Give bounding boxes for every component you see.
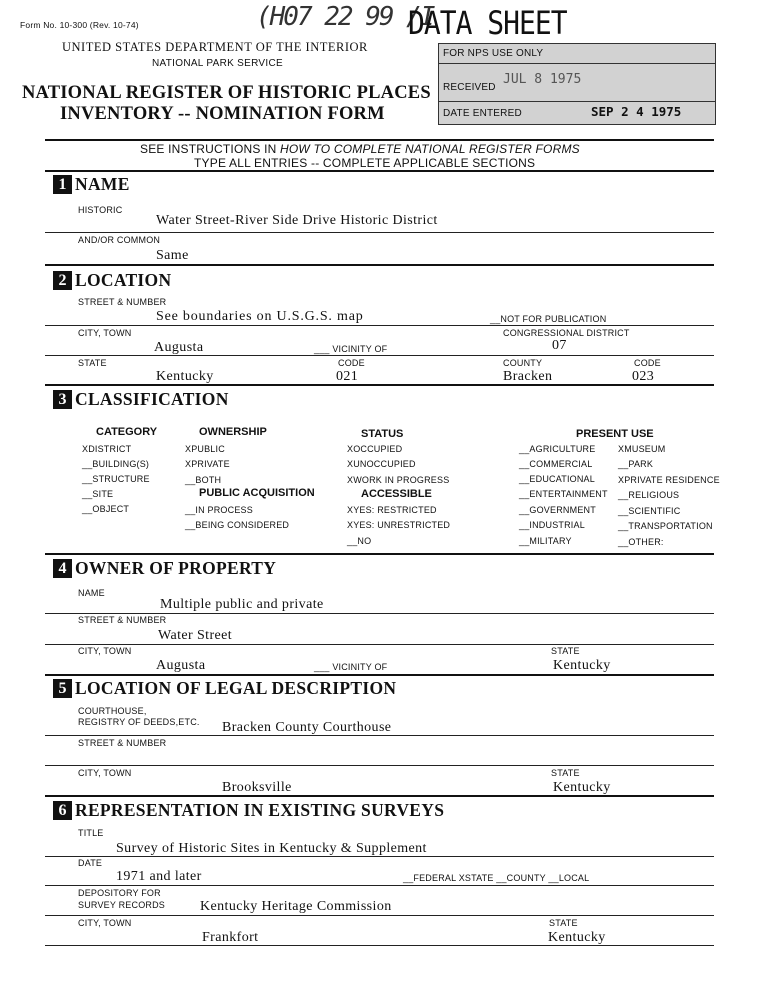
present-use-option: __AGRICULTURE [519, 444, 596, 454]
rule [45, 264, 714, 266]
rule [45, 170, 714, 172]
section-6-header [53, 800, 444, 821]
state-code-value: 021 [336, 369, 359, 384]
present-use-option: __INDUSTRIAL [519, 520, 585, 530]
survey-state-label: STATE [549, 918, 578, 928]
category-option: __BUILDING(S) [82, 459, 150, 469]
rule [45, 384, 714, 386]
rule [45, 139, 714, 141]
rule [45, 644, 714, 645]
section-number: 4 [53, 559, 72, 578]
rule [45, 325, 714, 326]
vicinity-of: ___ VICINITY OF [314, 662, 388, 672]
section-number: 3 [53, 390, 72, 409]
rule [45, 856, 714, 857]
courthouse-value: Bracken County Courthouse [222, 720, 392, 735]
section-title: LOCATION [75, 270, 172, 290]
rule [45, 355, 714, 356]
legal-state-label: STATE [551, 768, 580, 778]
present-use-option: __TRANSPORTATION [618, 521, 713, 531]
owner-city-label: CITY, TOWN [78, 646, 132, 656]
legal-street-label: STREET & NUMBER [78, 738, 167, 748]
status-option: XUNOCCUPIED [347, 459, 416, 469]
survey-levels: __FEDERAL XSTATE __COUNTY __LOCAL [403, 873, 590, 883]
nps-use-box [438, 43, 716, 125]
data-sheet-label: DATA SHEET [408, 4, 567, 42]
instructions-line1 [140, 142, 580, 156]
form-title-line1: NATIONAL REGISTER OF HISTORIC PLACES [22, 83, 431, 103]
service-name: NATIONAL PARK SERVICE [152, 58, 283, 69]
county-value: Bracken [503, 369, 553, 384]
department-name: UNITED STATES DEPARTMENT OF THE INTERIOR [62, 40, 368, 54]
received-stamp: JUL 8 1975 [503, 72, 582, 87]
received-label: RECEIVED [443, 82, 496, 93]
congressional-district-value: 07 [552, 338, 567, 353]
rule [45, 885, 714, 886]
survey-records-label: SURVEY RECORDS [78, 900, 165, 910]
survey-city-label: CITY, TOWN [78, 918, 132, 928]
present-use-option: __EDUCATIONAL [519, 474, 595, 484]
survey-title-value: Survey of Historic Sites in Kentucky & Supplement [116, 841, 427, 856]
ownership-heading: OWNERSHIP [199, 426, 267, 438]
city-label: CITY, TOWN [78, 328, 132, 338]
owner-name-value: Multiple public and private [160, 597, 324, 612]
congressional-district-label: CONGRESSIONAL DISTRICT [503, 328, 630, 338]
depository-label: DEPOSITORY FOR [78, 888, 161, 898]
state-label: STATE [78, 358, 107, 368]
present-use-option: __OTHER: [618, 537, 664, 547]
section-title: NAME [75, 174, 130, 194]
county-code-value: 023 [632, 369, 655, 384]
status-option: XWORK IN PROGRESS [347, 475, 450, 485]
courthouse-label: COURTHOUSE, [78, 706, 147, 716]
owner-street-value: Water Street [158, 628, 233, 643]
survey-date-value: 1971 and later [116, 869, 202, 884]
rule [45, 915, 714, 916]
present-use-option: __COMMERCIAL [519, 459, 593, 469]
instructions-line2: TYPE ALL ENTRIES -- COMPLETE APPLICABLE SECTIONS [194, 156, 536, 170]
historic-name-value: Water Street-River Side Drive Historic District [156, 213, 438, 228]
depository-value: Kentucky Heritage Commission [200, 899, 392, 914]
section-4-header [53, 558, 276, 579]
code-label: CODE [634, 358, 661, 368]
owner-state-value: Kentucky [553, 658, 611, 673]
section-3-header [53, 389, 229, 410]
legal-city-value: Brooksville [222, 780, 292, 795]
handwritten-reference: (H07 22 99 /I [256, 2, 434, 32]
instructions-prefix: SEE INSTRUCTIONS IN [140, 142, 281, 156]
location-state-value: Kentucky [156, 369, 214, 384]
section-1-header [53, 174, 130, 195]
acquisition-option: __BEING CONSIDERED [185, 520, 290, 530]
accessible-heading: ACCESSIBLE [361, 488, 432, 500]
category-heading: CATEGORY [96, 426, 158, 438]
form-number: Form No. 10-300 (Rev. 10-74) [20, 20, 139, 30]
rule [45, 765, 714, 766]
section-title: REPRESENTATION IN EXISTING SURVEYS [75, 800, 445, 820]
acquisition-option: __IN PROCESS [185, 505, 253, 515]
survey-state-value: Kentucky [548, 930, 606, 945]
ownership-option: XPUBLIC [185, 444, 225, 454]
status-heading: STATUS [361, 428, 404, 440]
common-label: AND/OR COMMON [78, 235, 161, 245]
nps-box-title: FOR NPS USE ONLY [443, 48, 544, 59]
date-entered-stamp: SEP 2 4 1975 [591, 104, 682, 119]
ownership-option: __BOTH [185, 475, 222, 485]
rule [45, 553, 714, 555]
historic-label: HISTORIC [78, 205, 123, 215]
section-2-header [53, 270, 171, 291]
section-number: 5 [53, 679, 72, 698]
county-label: COUNTY [503, 358, 543, 368]
date-entered-label: DATE ENTERED [443, 108, 522, 119]
location-street-value: See boundaries on U.S.G.S. map [156, 309, 364, 324]
rule [45, 945, 714, 946]
category-option: XDISTRICT [82, 444, 132, 454]
legal-city-label: CITY, TOWN [78, 768, 132, 778]
present-use-option: XPRIVATE RESIDENCE [618, 475, 720, 485]
section-title: CLASSIFICATION [75, 389, 229, 409]
survey-city-value: Frankfort [202, 930, 259, 945]
rule [45, 613, 714, 614]
rule [45, 674, 714, 676]
present-use-option: __PARK [618, 459, 654, 469]
status-option: XOCCUPIED [347, 444, 403, 454]
location-city-value: Augusta [154, 340, 204, 355]
rule [45, 735, 714, 736]
owner-name-label: NAME [78, 588, 105, 598]
category-option: __STRUCTURE [82, 474, 150, 484]
rule [45, 232, 714, 233]
section-number: 2 [53, 271, 72, 290]
present-use-option: __SCIENTIFIC [618, 506, 681, 516]
vicinity-of: ___ VICINITY OF [314, 344, 388, 354]
acquisition-heading: PUBLIC ACQUISITION [199, 487, 315, 499]
present-use-option: __MILITARY [519, 536, 572, 546]
instructions-italic: HOW TO COMPLETE NATIONAL REGISTER FORMS [280, 142, 580, 156]
present-use-option: __ENTERTAINMENT [519, 489, 608, 499]
accessible-option: XYES: UNRESTRICTED [347, 520, 451, 530]
not-for-publication: __NOT FOR PUBLICATION [490, 314, 607, 324]
present-use-option: __GOVERNMENT [519, 505, 596, 515]
owner-state-label: STATE [551, 646, 580, 656]
accessible-option: XYES: RESTRICTED [347, 505, 437, 515]
section-number: 6 [53, 801, 72, 820]
form-title-line2: INVENTORY -- NOMINATION FORM [60, 104, 385, 124]
present-use-option: XMUSEUM [618, 444, 666, 454]
section-number: 1 [53, 175, 72, 194]
section-title: LOCATION OF LEGAL DESCRIPTION [75, 678, 397, 698]
owner-street-label: STREET & NUMBER [78, 615, 167, 625]
present-use-option: __RELIGIOUS [618, 490, 680, 500]
street-label: STREET & NUMBER [78, 297, 167, 307]
section-5-header [53, 678, 396, 699]
survey-date-label: DATE [78, 858, 103, 868]
common-name-value: Same [156, 248, 189, 263]
registry-label: REGISTRY OF DEEDS,ETC. [78, 717, 200, 727]
survey-title-label: TITLE [78, 828, 104, 838]
present-use-heading: PRESENT USE [576, 428, 654, 440]
ownership-option: XPRIVATE [185, 459, 230, 469]
accessible-option: __NO [347, 536, 372, 546]
category-option: __SITE [82, 489, 114, 499]
section-title: OWNER OF PROPERTY [75, 558, 277, 578]
rule [45, 795, 714, 797]
legal-state-value: Kentucky [553, 780, 611, 795]
owner-city-value: Augusta [156, 658, 206, 673]
category-option: __OBJECT [82, 504, 130, 514]
code-label: CODE [338, 358, 365, 368]
